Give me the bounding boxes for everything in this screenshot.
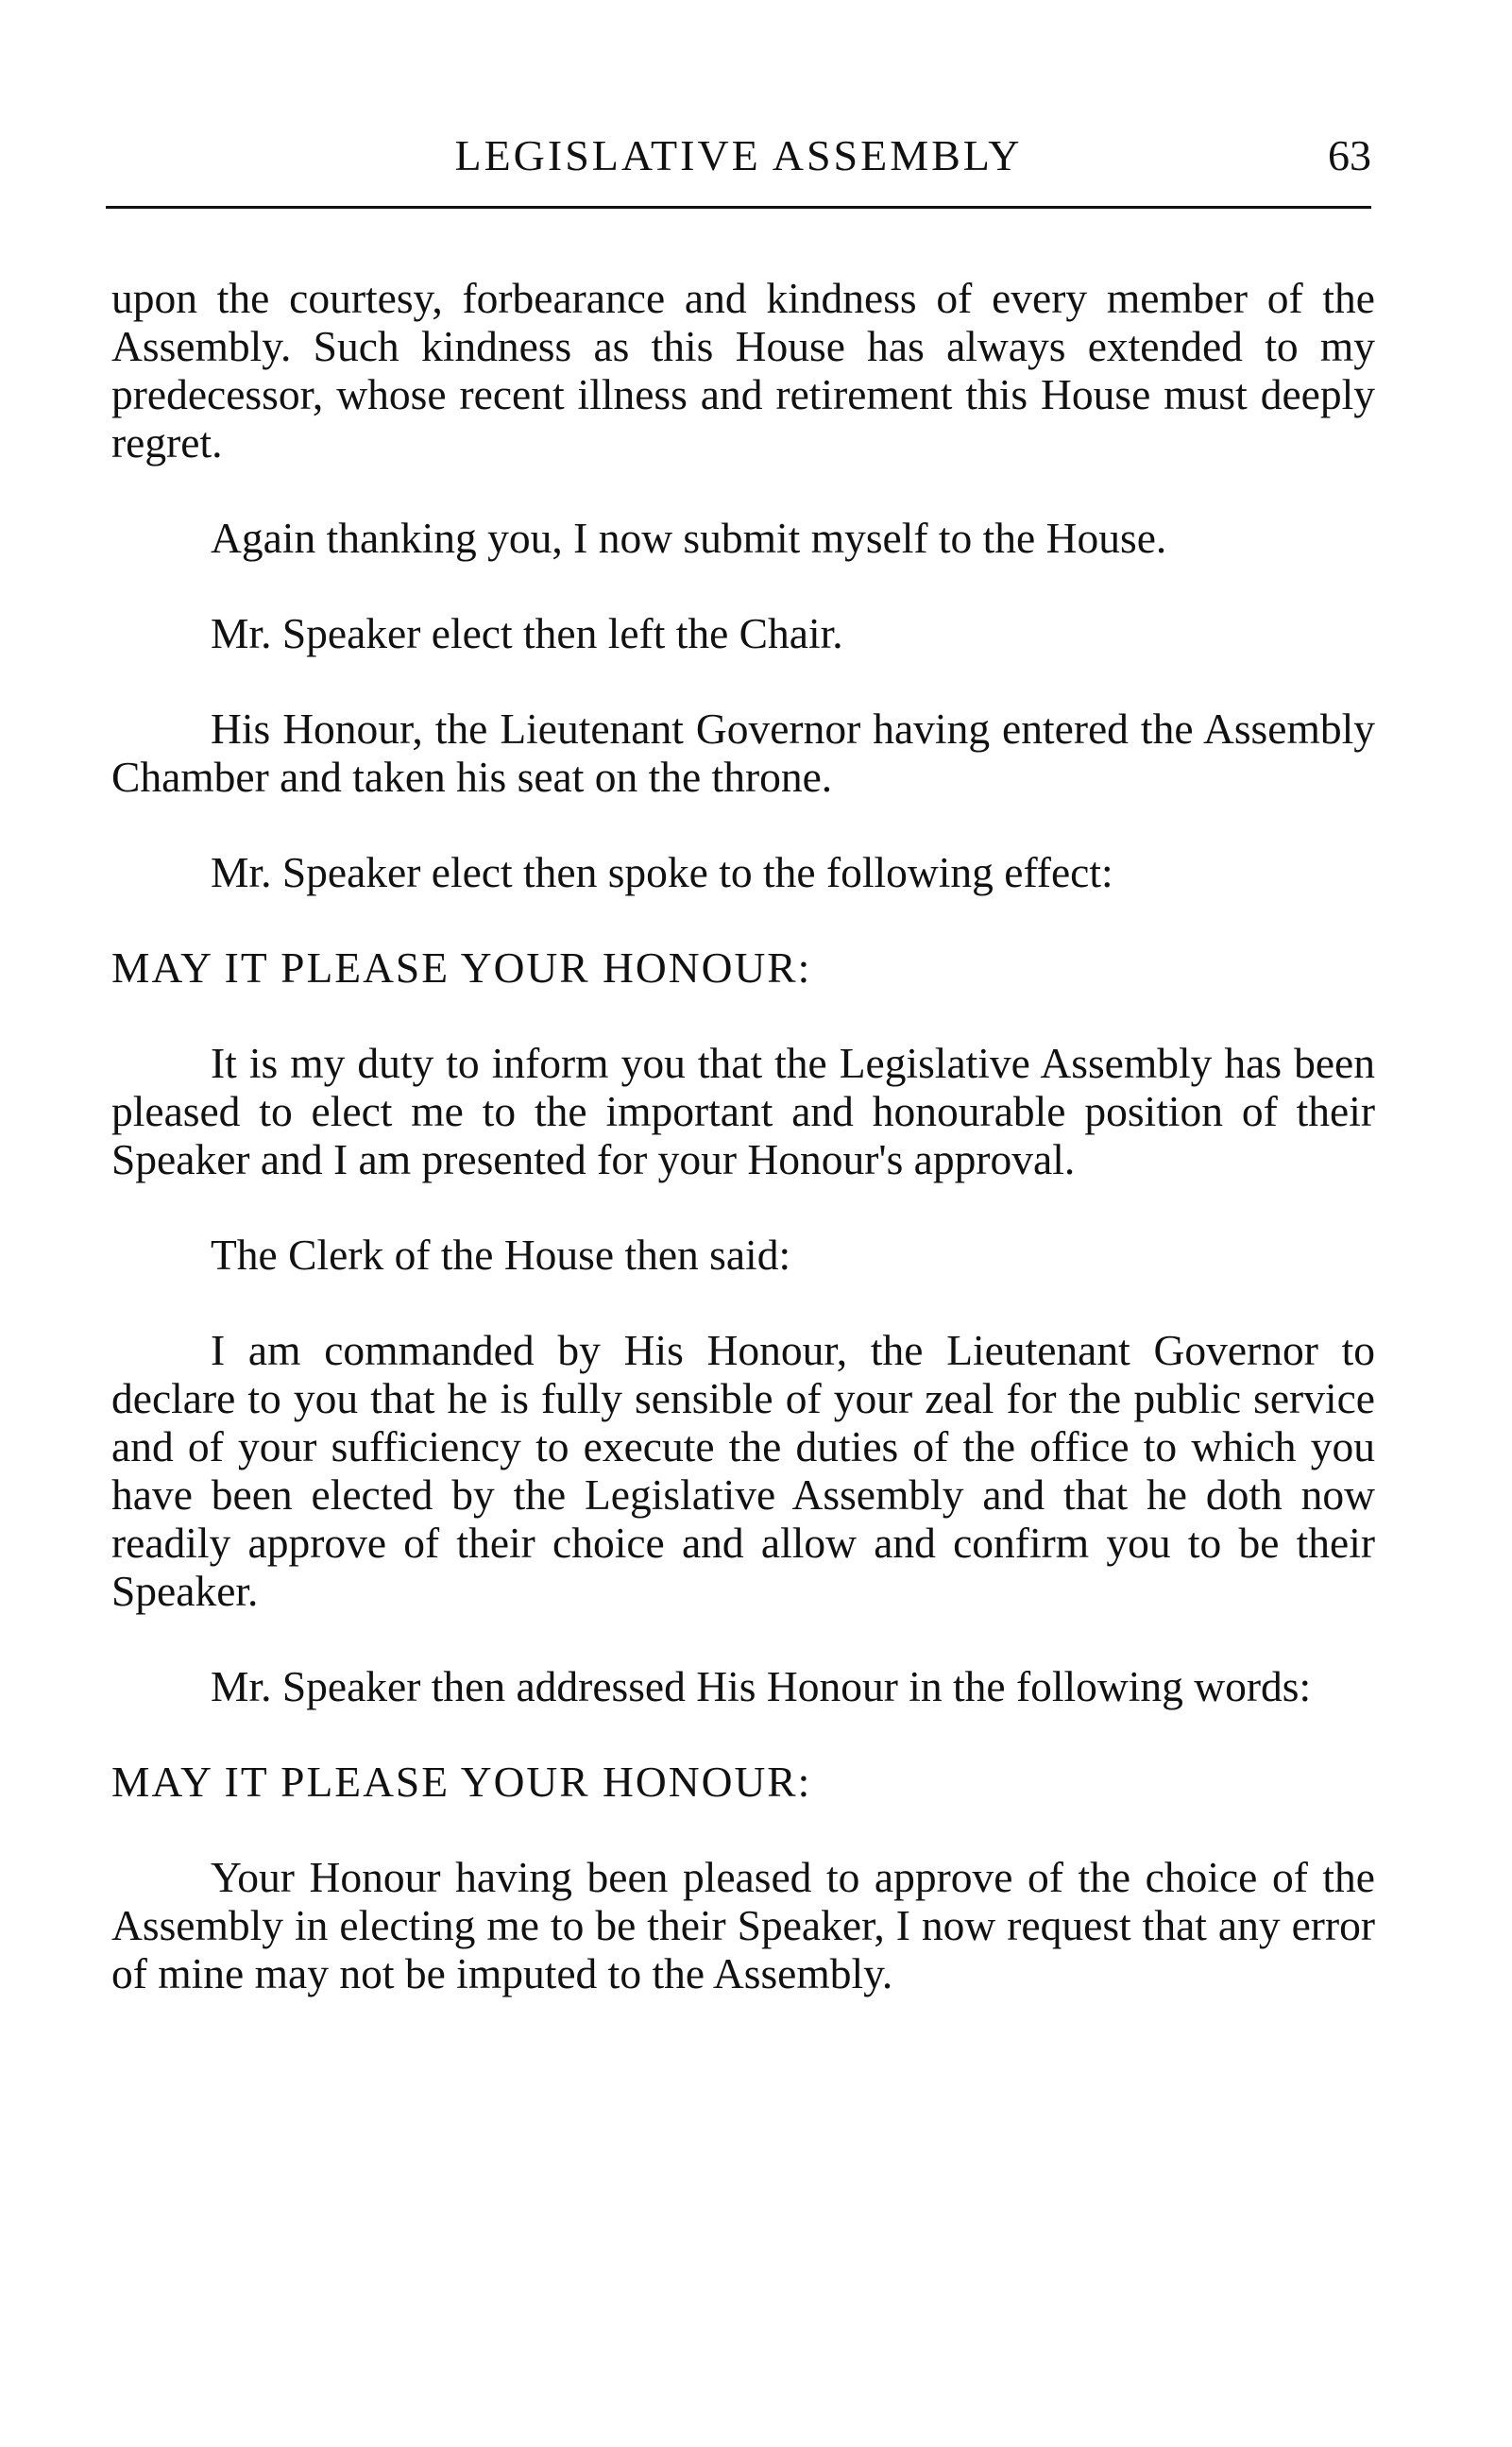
paragraph: His Honour, the Lieutenant Governor having entered the Assembly Chamber and taken his seat on the throne. [111,705,1375,801]
paragraph: I am commanded by His Honour, the Lieutenant Governor to declare to you that he is fully sensible of your zeal for the public service and of your sufficiency to execute the duties of the office to which you have been elected by the Legislative Assembly and that he doth now readily approve of their choice and allow and confirm you to be their Speaker. [111,1326,1375,1615]
address-heading: MAY IT PLEASE YOUR HONOUR: [111,943,812,992]
running-head [106,130,1371,187]
paragraph: It is my duty to inform you that the Legislative Assembly has been pleased to elect me to the important and honourable position of their Speaker and I am presented for your Honour's approval. [111,1039,1375,1183]
address-heading: MAY IT PLEASE YOUR HONOUR: [111,1758,812,1806]
paragraph: Mr. Speaker elect then left the Chair. [211,609,843,657]
paragraph-continuation: upon the courtesy, forbearance and kindness of every member of the Assembly. Such kindness as this House has always extended to my predecessor, whose recent illness and retirement this House must deeply regret. [111,274,1375,467]
paragraph: Mr. Speaker then addressed His Honour in the following words: [211,1662,1312,1710]
body-text [111,274,1375,1997]
paragraph: Your Honour having been pleased to approve of the choice of the Assembly in electing me to be their Speaker, I now request that any error of mine may not be imputed to the Assembly. [111,1853,1375,1997]
paragraph: The Clerk of the House then said: [211,1231,791,1279]
header-rule [106,206,1371,209]
paragraph: Mr. Speaker elect then spoke to the following effect: [211,848,1113,896]
running-head-title: LEGISLATIVE ASSEMBLY [454,131,1023,179]
paragraph: Again thanking you, I now submit myself to the House. [211,514,1167,562]
page-number: 63 [1328,131,1371,179]
